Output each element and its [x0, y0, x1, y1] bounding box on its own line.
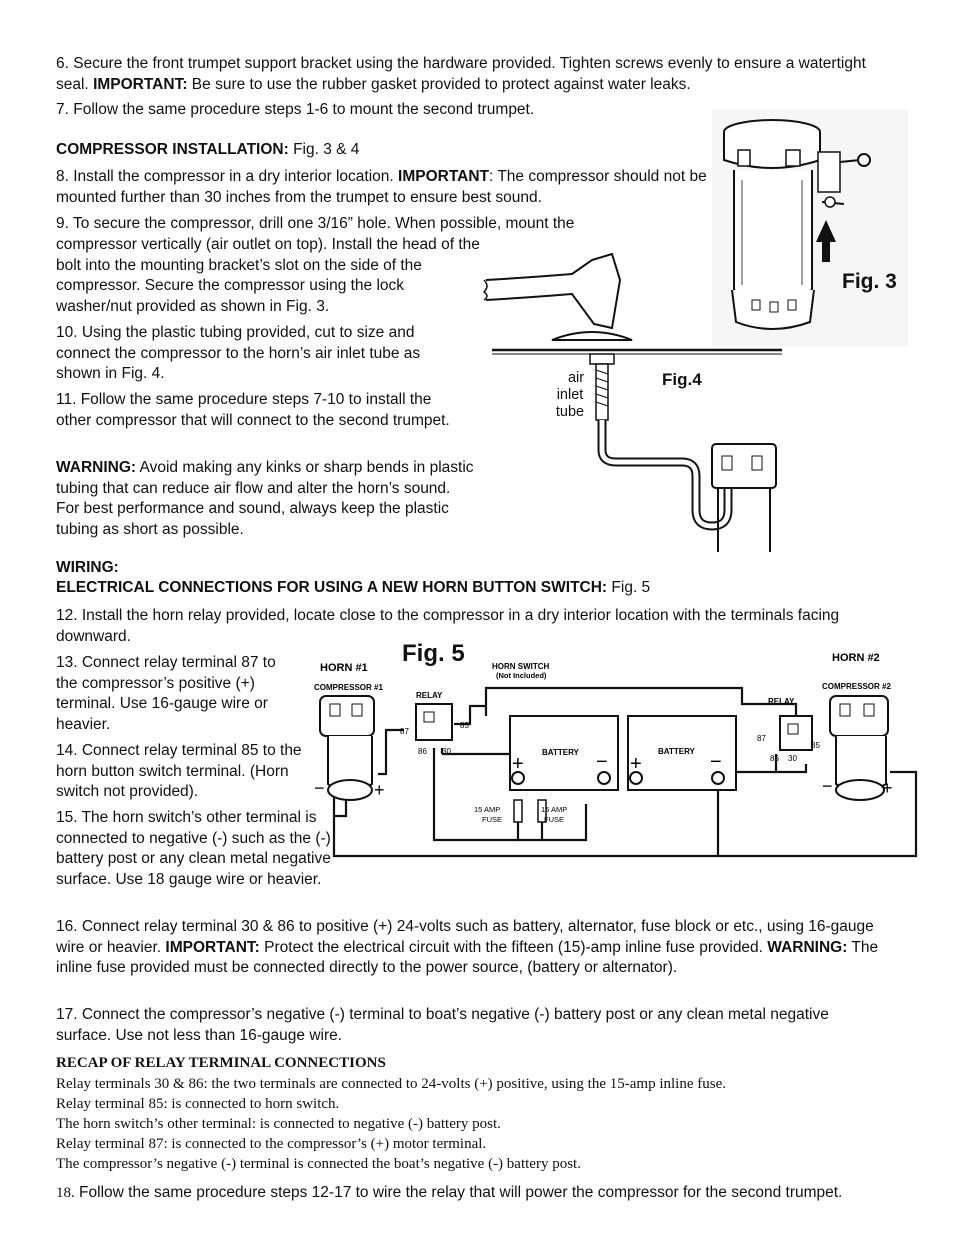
step-12: 12. Install the horn relay provided, locate close to the compressor in a dry interior location with the terminals facing downward. — [56, 607, 840, 645]
fig5-batt2-minus: − — [710, 751, 722, 773]
fig5-t87-a: 87 — [400, 727, 409, 736]
step-7: 7. Follow the same procedure steps 1-6 to mount the second trumpet. — [56, 101, 535, 118]
step-18: 18. Follow the same procedure steps 12-17 to wire the relay that will power the compressor for the second trumpet. — [56, 1184, 843, 1201]
step-9: compressor vertically (air outlet on top). Install the head of the bolt into the mounting bracket’s slot on the side of the compressor. Secure the compressor using the lock washer/nut provided as shown in Fig. 3. — [56, 236, 480, 315]
step-16: 16. Connect relay terminal 30 & 86 to positive (+) 24-volts such as battery, alternator, fuse block or etc., using 16-gauge wire or heavier. IMPORTANT: Protect the electrical circuit with the fifteen (15)-amp inline fuse provided. WARNING: The inline fuse provided must be connected directly to the power source, (battery or alternator). — [56, 918, 879, 976]
fig5-horn-switch-label: HORN SWITCH — [492, 662, 550, 671]
fig5-comp2-plus: + — [882, 778, 893, 798]
electrical-heading: ELECTRICAL CONNECTIONS FOR USING A NEW HORN BUTTON SWITCH: Fig. 5 — [56, 579, 651, 596]
fig4-air-inlet-label: air inlet tube — [555, 370, 585, 420]
step-9-line1: 9. To secure the compressor, drill one 3/16” hole. When possible, mount the — [56, 215, 575, 232]
fig5-relay1-label: RELAY — [416, 691, 443, 700]
fig5-comp1-minus: − — [314, 778, 325, 798]
fig5-t86-b: 86 — [770, 754, 779, 763]
fig5-t30-a: 30 — [442, 747, 451, 756]
fig5-battery2-label: BATTERY — [658, 747, 695, 756]
recap-item: The horn switch’s other terminal: is connected to negative (-) battery post. — [56, 1116, 501, 1132]
recap-item: Relay terminals 30 & 86: the two terminals are connected to 24-volts (+) positive, using the 15-amp inline fuse. — [56, 1076, 726, 1092]
step-8: 8. Install the compressor in a dry interior location. IMPORTANT: The compressor should not be mounted further than 30 inches from the trumpet to ensure best sound. — [56, 168, 707, 206]
fig5-compressor2-label: COMPRESSOR #2 — [822, 682, 891, 691]
step-13: 13. Connect relay terminal 87 to the compressor’s positive (+) terminal. Use 16-gauge wire or heavier. — [56, 654, 276, 733]
fig5-t85-a: 85 — [460, 721, 469, 730]
step-17: 17. Connect the compressor’s negative (-) terminal to boat’s negative (-) battery post or any clean metal negative surface. Use not less than 16-gauge wire. — [56, 1006, 829, 1044]
recap-item: The compressor’s negative (-) terminal is connected the boat’s negative (-) battery post. — [56, 1156, 581, 1172]
fig5-wiring-diagram — [306, 644, 926, 872]
fig5-fuse2-label2: FUSE — [544, 815, 565, 824]
fig5-t86-a: 86 — [418, 747, 427, 756]
fig5-compressor1-label: COMPRESSOR #1 — [314, 683, 383, 692]
step-11: 11. Follow the same procedure steps 7-10 to install the other compressor that will connect to the second trumpet. — [56, 391, 450, 429]
fig5-label: Fig. 5 — [402, 640, 465, 667]
fig5-fuse1-label: 15 AMP — [474, 805, 501, 814]
step-6: 6. Secure the front trumpet support bracket using the hardware provided. Tighten screws evenly to ensure a watertight seal. IMPORTANT: Be sure to use the rubber gasket provided to protect against water leaks. — [56, 55, 866, 93]
fig5-comp1-plus: + — [374, 780, 385, 800]
fig5-batt1-plus: + — [512, 753, 524, 775]
fig5-fuse2-label: 15 AMP — [541, 805, 568, 814]
fig5-horn1-label: HORN #1 — [320, 662, 368, 674]
fig5-batt1-minus: − — [596, 751, 608, 773]
fig4-label: Fig.4 — [662, 370, 702, 389]
wiring-heading: WIRING: — [56, 559, 119, 576]
fig5-t85-b: 85 — [811, 741, 820, 750]
fig3-label: Fig. 3 — [842, 270, 897, 293]
recap-item: Relay terminal 87: is connected to the compressor’s (+) motor terminal. — [56, 1136, 487, 1152]
recap-heading: RECAP OF RELAY TERMINAL CONNECTIONS — [56, 1055, 386, 1071]
warning-tubing: WARNING: Avoid making any kinks or sharp bends in plastic tubing that can reduce air flow and alter the horn’s sound. For best performance and sound, always keep the plastic tubing as short as possible. — [56, 459, 474, 538]
fig5-fuse1-label2: FUSE — [482, 815, 503, 824]
fig4-tubing-drawing — [482, 250, 782, 552]
fig5-battery1-label: BATTERY — [542, 748, 579, 757]
fig5-not-included-label: (Not Included) — [496, 671, 547, 680]
fig5-relay2-label: RELAY — [768, 697, 795, 706]
recap-item: Relay terminal 85: is connected to horn switch. — [56, 1096, 340, 1112]
fig5-t87-b: 87 — [757, 734, 766, 743]
fig5-t30-b: 30 — [788, 754, 797, 763]
fig5-batt2-plus: + — [630, 753, 642, 775]
fig5-horn2-label: HORN #2 — [832, 652, 880, 664]
fig5-comp2-minus: − — [822, 776, 833, 796]
step-15: 15. The horn switch’s other terminal is connected to negative (-) such as the (-) battery post or any clean metal negative surface. Use 18 gauge wire or heavier. — [56, 809, 331, 888]
step-10: 10. Using the plastic tubing provided, cut to size and connect the compressor to the horn’s air inlet tube as shown in Fig. 4. — [56, 324, 421, 382]
compressor-heading: COMPRESSOR INSTALLATION: Fig. 3 & 4 — [56, 141, 360, 158]
step-14: 14. Connect relay terminal 85 to the horn button switch terminal. (Horn switch not provided). — [56, 742, 302, 800]
